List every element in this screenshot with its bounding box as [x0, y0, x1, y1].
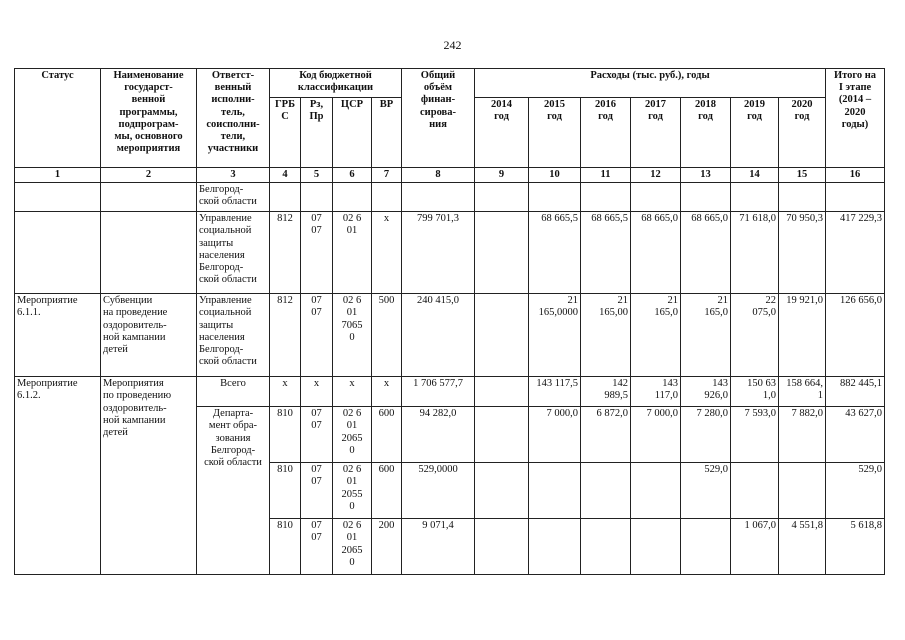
y2019-cell: 71 618,0 [731, 212, 779, 294]
name-cell: Субвенции на проведение оздоровитель- ной кампании детей [101, 294, 197, 377]
col-number: 16 [826, 168, 885, 183]
col-number: 7 [372, 168, 402, 183]
total-cell: 1 706 577,7 [402, 377, 475, 407]
header-2014: 2014 год [475, 98, 529, 168]
responsible-cell: Управление социальной защиты населения Белгород- ской области [197, 212, 270, 294]
header-expenses: Расходы (тыс. руб.), годы [475, 69, 826, 98]
header-name: Наименование государст- венной программы, подпрограм- мы, основного мероприятия [101, 69, 197, 168]
total-cell: 94 282,0 [402, 407, 475, 463]
responsible-cell: Белгород- ской области [197, 183, 270, 212]
y2014-cell [475, 294, 529, 377]
grbs-cell: 810 [270, 519, 301, 575]
header-grbs: ГРБ С [270, 98, 301, 168]
y2017-cell: 21 165,0 [631, 294, 681, 377]
stage-total-cell: 417 229,3 [826, 212, 885, 294]
header-responsible: Ответст- венный исполни- тель, соисполни- тели, участники [197, 69, 270, 168]
grbs-cell: 810 [270, 463, 301, 519]
y2014-cell [475, 377, 529, 407]
y2016-cell: 21 165,00 [581, 294, 631, 377]
column-number-row [15, 168, 885, 183]
y2014-cell [475, 407, 529, 463]
col-number: 10 [529, 168, 581, 183]
y2014-cell [475, 212, 529, 294]
col-number: 12 [631, 168, 681, 183]
responsible-cell: Департа- мент обра- зования Белгород- ской области [197, 407, 270, 575]
y2015-cell: 143 117,5 [529, 377, 581, 407]
rzpr-cell: 07 07 [301, 463, 333, 519]
y2015-cell [529, 519, 581, 575]
header-2018: 2018 год [681, 98, 731, 168]
vr-cell: 200 [372, 519, 402, 575]
header-budget-code: Код бюджетной классификации [270, 69, 402, 98]
csr-cell: 02 6 01 7065 0 [333, 294, 372, 377]
y2019-cell: 1 067,0 [731, 519, 779, 575]
y2019-cell [731, 463, 779, 519]
col-number: 5 [301, 168, 333, 183]
y2015-cell: 68 665,5 [529, 212, 581, 294]
grbs-cell: 812 [270, 212, 301, 294]
header-2016: 2016 год [581, 98, 631, 168]
name-cell [101, 183, 197, 212]
page-number: 242 [443, 38, 462, 52]
rzpr-cell: 07 07 [301, 519, 333, 575]
col-number: 14 [731, 168, 779, 183]
csr-cell: 02 6 01 2065 0 [333, 519, 372, 575]
y2017-cell [631, 463, 681, 519]
grbs-cell: 810 [270, 407, 301, 463]
y2020-cell: 7 882,0 [779, 407, 826, 463]
status-cell: Мероприятие 6.1.2. [15, 377, 101, 575]
y2018-cell [681, 519, 731, 575]
table-row [15, 377, 885, 407]
y2018-cell: 21 165,0 [681, 294, 731, 377]
y2018-cell: 143 926,0 [681, 377, 731, 407]
status-cell [15, 212, 101, 294]
y2016-cell [581, 519, 631, 575]
header-2017: 2017 год [631, 98, 681, 168]
col-number: 3 [197, 168, 270, 183]
total-cell: 240 415,0 [402, 294, 475, 377]
y2015-cell: 7 000,0 [529, 407, 581, 463]
y2018-cell: 529,0 [681, 463, 731, 519]
y2019-cell: 150 63 1,0 [731, 377, 779, 407]
col-number: 11 [581, 168, 631, 183]
header-2015: 2015 год [529, 98, 581, 168]
y2015-cell [529, 463, 581, 519]
vr-cell: 600 [372, 407, 402, 463]
y2020-cell: 158 664, 1 [779, 377, 826, 407]
header-status: Статус [15, 69, 101, 168]
header-rzpr: Рз, Пр [301, 98, 333, 168]
rzpr-cell: 07 07 [301, 294, 333, 377]
grbs-cell: 812 [270, 294, 301, 377]
vr-cell: х [372, 377, 402, 407]
csr-cell: х [333, 377, 372, 407]
stage-total-cell: 43 627,0 [826, 407, 885, 463]
responsible-cell: Всего [197, 377, 270, 407]
y2020-cell: 4 551,8 [779, 519, 826, 575]
stage-total-cell: 882 445,1 [826, 377, 885, 407]
name-cell: Мероприятия по проведению оздоровитель- ной кампании детей [101, 377, 197, 575]
vr-cell: 500 [372, 294, 402, 377]
y2017-cell: 7 000,0 [631, 407, 681, 463]
total-cell: 9 071,4 [402, 519, 475, 575]
col-number: 2 [101, 168, 197, 183]
table-row [15, 294, 885, 377]
stage-total-cell: 5 618,8 [826, 519, 885, 575]
header-2019: 2019 год [731, 98, 779, 168]
header-csr: ЦСР [333, 98, 372, 168]
header-total: Общий объём финан- сирова- ния [402, 69, 475, 168]
y2014-cell [475, 519, 529, 575]
name-cell [101, 212, 197, 294]
y2016-cell: 142 989,5 [581, 377, 631, 407]
y2019-cell: 7 593,0 [731, 407, 779, 463]
budget-table [14, 68, 885, 575]
vr-cell: х [372, 212, 402, 294]
y2016-cell [581, 463, 631, 519]
rzpr-cell: х [301, 377, 333, 407]
table-row [15, 183, 885, 212]
col-number: 13 [681, 168, 731, 183]
col-number: 6 [333, 168, 372, 183]
y2017-cell: 68 665,0 [631, 212, 681, 294]
header-stage-total: Итого на I этапе (2014 – 2020 годы) [826, 69, 885, 168]
col-number: 9 [475, 168, 529, 183]
y2015-cell: 21 165,0000 [529, 294, 581, 377]
total-cell: 529,0000 [402, 463, 475, 519]
table-row [15, 212, 885, 294]
y2018-cell: 68 665,0 [681, 212, 731, 294]
y2020-cell [779, 463, 826, 519]
y2017-cell: 143 117,0 [631, 377, 681, 407]
y2016-cell: 68 665,5 [581, 212, 631, 294]
vr-cell: 600 [372, 463, 402, 519]
csr-cell: 02 6 01 2065 0 [333, 407, 372, 463]
status-cell [15, 183, 101, 212]
status-cell: Мероприятие 6.1.1. [15, 294, 101, 377]
col-number: 8 [402, 168, 475, 183]
csr-cell: 02 6 01 [333, 212, 372, 294]
csr-cell: 02 6 01 2055 0 [333, 463, 372, 519]
y2019-cell: 22 075,0 [731, 294, 779, 377]
y2020-cell: 19 921,0 [779, 294, 826, 377]
col-number: 1 [15, 168, 101, 183]
rzpr-cell: 07 07 [301, 407, 333, 463]
y2014-cell [475, 463, 529, 519]
col-number: 4 [270, 168, 301, 183]
header-2020: 2020 год [779, 98, 826, 168]
header-vr: ВР [372, 98, 402, 168]
responsible-cell: Управление социальной защиты населения Белгород- ской области [197, 294, 270, 377]
stage-total-cell: 529,0 [826, 463, 885, 519]
rzpr-cell: 07 07 [301, 212, 333, 294]
grbs-cell: х [270, 377, 301, 407]
y2017-cell [631, 519, 681, 575]
col-number: 15 [779, 168, 826, 183]
y2016-cell: 6 872,0 [581, 407, 631, 463]
y2020-cell: 70 950,3 [779, 212, 826, 294]
total-cell: 799 701,3 [402, 212, 475, 294]
y2018-cell: 7 280,0 [681, 407, 731, 463]
stage-total-cell: 126 656,0 [826, 294, 885, 377]
